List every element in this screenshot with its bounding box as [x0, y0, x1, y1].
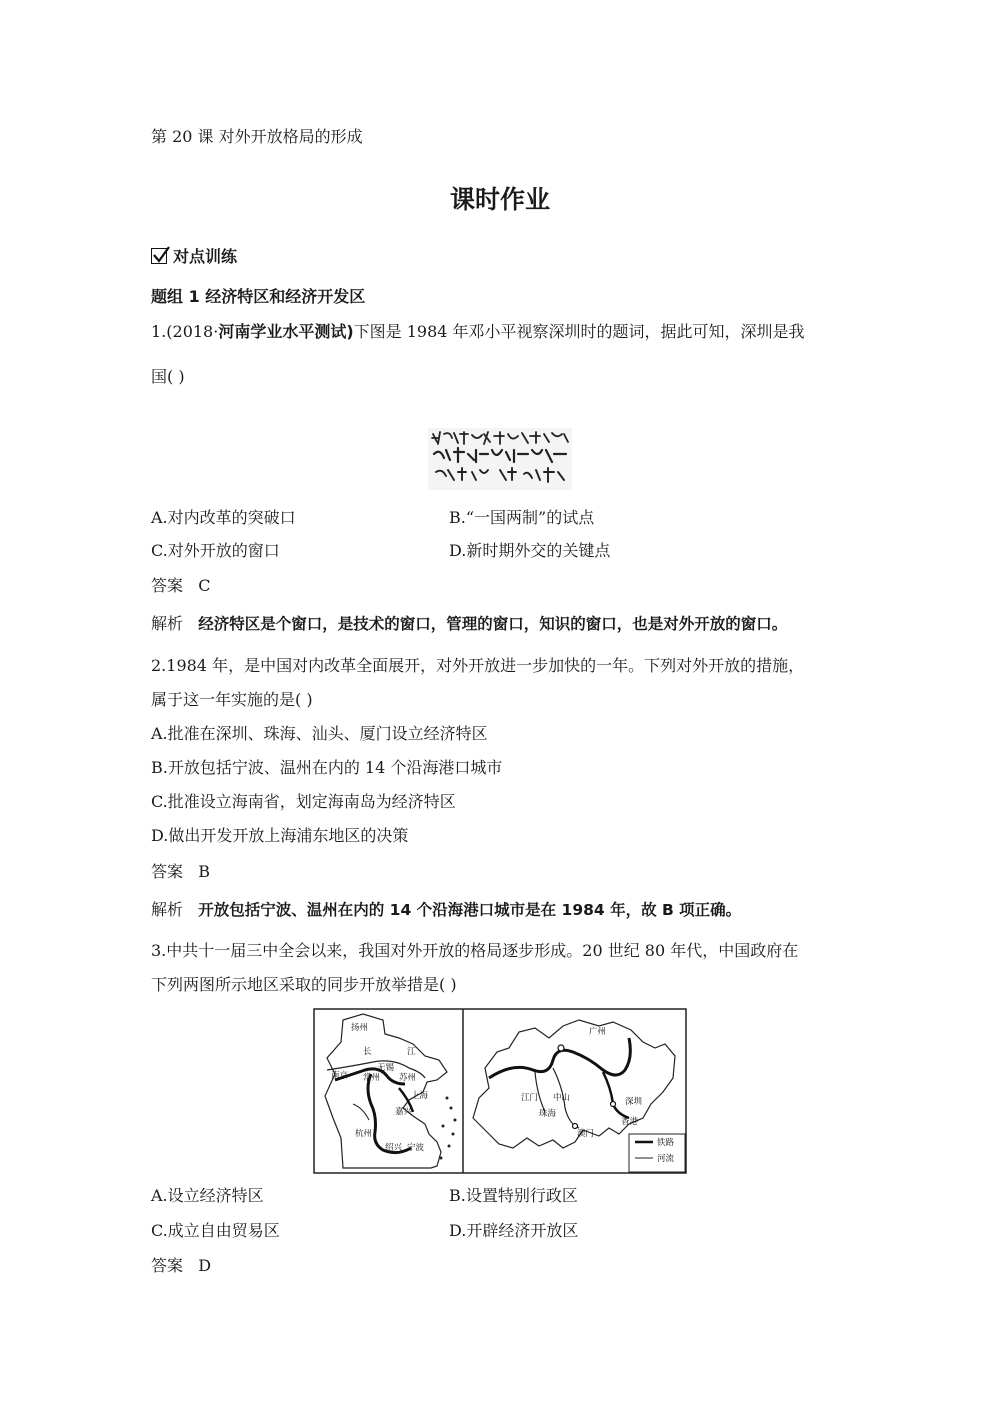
label-suzhou: 苏州: [399, 1073, 417, 1083]
checkmark-icon: [151, 248, 167, 264]
legend-river: 河流: [657, 1154, 675, 1164]
label-shenzhen: 深圳: [625, 1097, 643, 1107]
q3-stem: 3.中共十一届三中全会以来，我国对外开放的格局逐步形成。20 世纪 80 年代，中国政府在: [151, 941, 799, 960]
calligraphy-image: [428, 428, 572, 490]
q2-option-a: A.批准在深圳、珠海、汕头、厦门设立经济特区: [151, 724, 488, 743]
label-zhongshan: 中山: [553, 1093, 571, 1103]
label-xianggang: 香港: [621, 1117, 639, 1127]
label-hangzhou: 杭州: [355, 1129, 373, 1139]
q3-option-b: B.设置特别行政区: [449, 1186, 578, 1205]
label-shanghai: 上海: [411, 1091, 429, 1101]
page-title: 课时作业: [449, 185, 550, 214]
label-wuxi: 无锡: [377, 1063, 395, 1073]
label-jiang: 江: [407, 1047, 416, 1057]
q1-stem-line2: 国( ): [151, 367, 185, 386]
label-zhuhai: 珠海: [539, 1109, 557, 1119]
label-chang: 长: [363, 1047, 372, 1057]
q1-stem: 1.(2018·河南学业水平测试)下图是 1984 年邓小平视察深圳时的题词，据此可知，深圳是我: [151, 322, 805, 341]
q1-answer: 答案 C: [151, 576, 211, 595]
q1-option-b: B.“一国两制”的试点: [449, 508, 595, 527]
label-changzhou: 常州: [363, 1073, 381, 1083]
label-jiangmen: 江门: [521, 1093, 539, 1103]
q2-option-d: D.做出开发开放上海浦东地区的决策: [151, 826, 409, 845]
q3-answer: 答案 D: [151, 1256, 212, 1275]
q3-option-c: C.成立自由贸易区: [151, 1221, 280, 1240]
q1-option-d: D.新时期外交的关键点: [449, 541, 611, 560]
label-jiaxing: 嘉兴: [395, 1107, 413, 1117]
label-aomen: 澳门: [577, 1129, 595, 1139]
lesson-title: 第 20 课 对外开放格局的形成: [151, 127, 363, 146]
label-nanjing: 南京: [331, 1071, 349, 1081]
legend-railway: 铁路: [657, 1138, 675, 1148]
label-yangzhou: 扬州: [351, 1023, 369, 1033]
label-shaoxing: 绍兴: [385, 1143, 403, 1153]
q1-analysis: 解析 经济特区是个窗口，是技术的窗口，管理的窗口，知识的窗口，也是对外开放的窗口。: [151, 614, 788, 633]
q1-option-a: A.对内改革的突破口: [151, 508, 296, 527]
q2-option-c: C.批准设立海南省，划定海南岛为经济特区: [151, 792, 456, 811]
q2-stem-line2: 属于这一年实施的是( ): [151, 690, 313, 709]
q3-option-d: D.开辟经济开放区: [449, 1221, 579, 1240]
q2-option-b: B.开放包括宁波、温州在内的 14 个沿海港口城市: [151, 758, 503, 777]
section-label: 对点训练: [173, 247, 238, 266]
q1-option-c: C.对外开放的窗口: [151, 541, 280, 560]
q3-option-a: A.设立经济特区: [151, 1186, 264, 1205]
label-ningbo: 宁波: [407, 1143, 425, 1153]
group-heading: 题组 1 经济特区和经济开发区: [151, 287, 366, 306]
label-guangzhou: 广州: [589, 1027, 607, 1037]
q2-answer: 答案 B: [151, 862, 211, 881]
maps-figure: [313, 1008, 687, 1174]
q2-analysis: 解析 开放包括宁波、温州在内的 14 个沿海港口城市是在 1984 年，故 B 项正确。: [151, 900, 742, 919]
section-header: [151, 244, 237, 267]
q2-stem: 2.1984 年，是中国对内改革全面展开，对外开放进一步加快的一年。下列对外开放的措施，: [151, 656, 805, 675]
q3-stem-line2: 下列两图所示地区采取的同步开放举措是( ): [151, 975, 457, 994]
